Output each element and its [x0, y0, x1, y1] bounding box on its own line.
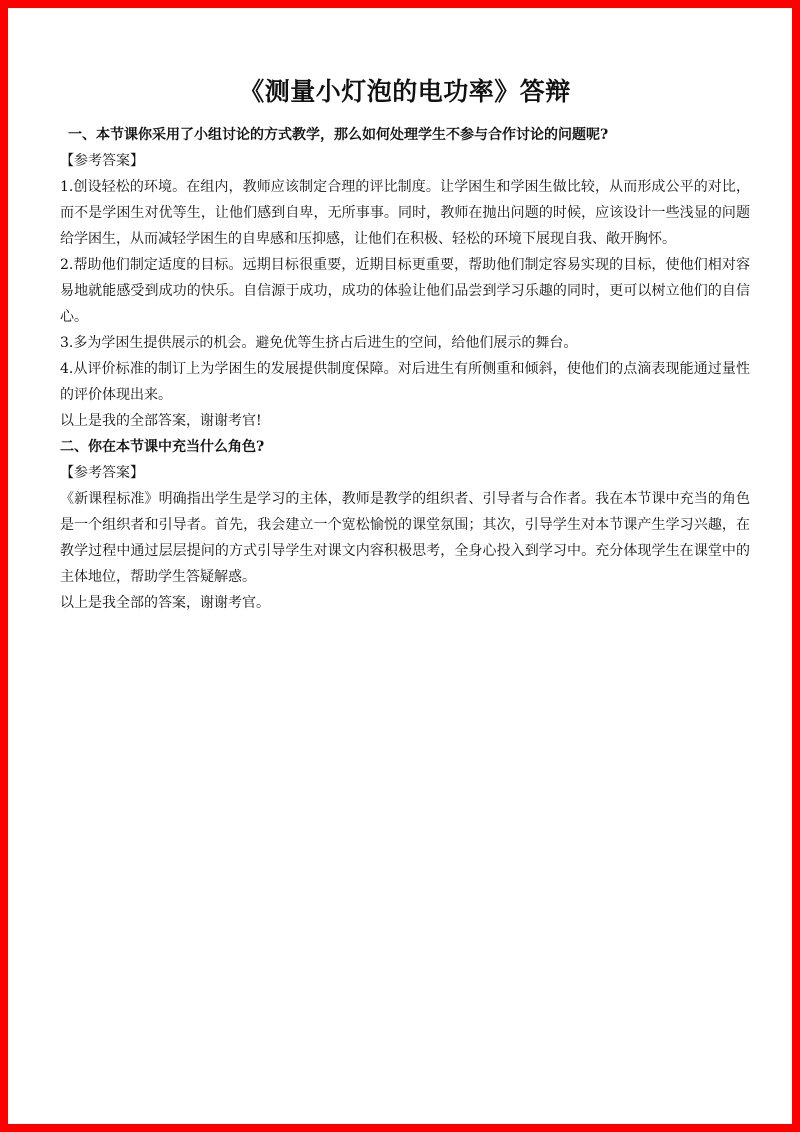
- answer-2-closing: 以上是我全部的答案，谢谢考官。: [60, 595, 270, 611]
- question-2: 二、你在本节课中充当什么角色?: [60, 439, 265, 455]
- answer-1-point-2: 2.帮助他们制定适度的目标。远期目标很重要，近期目标更重要，帮助他们制定容易实现的目标，使他们相对容易地就能感受到成功的快乐。自信源于成功，成功的体验让他们品尝到学习乐趣的同时，更可以树立他们的自信心。: [60, 257, 750, 325]
- answer-label-2: 【参考答案】: [60, 465, 144, 481]
- answer-1-point-4: 4.从评价标准的制订上为学困生的发展提供制度保障。对后进生有所侧重和倾斜，使他们的点滴表现能通过量性的评价体现出来。: [60, 361, 750, 403]
- page-title: 《测量小灯泡的电功率》答辩: [239, 77, 571, 106]
- answer-1-closing: 以上是我的全部答案，谢谢考官!: [60, 413, 262, 429]
- answer-1-point-1: 1.创设轻松的环境。在组内，教师应该制定合理的评比制度。让学困生和学困生做比较，从而形成公平的对比，而不是学困生对优等生，让他们感到自卑，无所事事。同时，教师在抛出问题的时候，应该设计一些浅显的问题给学困生，从而减轻学困生的自卑感和压抑感，让他们在积极、轻松的环境下展现自我、敞开胸怀。: [60, 179, 750, 247]
- document-body: [60, 72, 750, 616]
- answer-label-1: 【参考答案】: [60, 153, 144, 169]
- answer-1-point-3: 3.多为学困生提供展示的机会。避免优等生挤占后进生的空间，给他们展示的舞台。: [60, 335, 578, 351]
- question-1: 一、本节课你采用了小组讨论的方式教学，那么如何处理学生不参与合作讨论的问题呢?: [68, 127, 609, 143]
- answer-2-body: 《新课程标准》明确指出学生是学习的主体，教师是教学的组织者、引导者与合作者。我在本节课中充当的角色是一个组织者和引导者。首先，我会建立一个宽松愉悦的课堂氛围；其次，引导学生对本节课产生学习兴趣，在教学过程中通过层层提问的方式引导学生对课文内容积极思考，全身心投入到学习中。充分体现学生在课堂中的主体地位，帮助学生答疑解惑。: [60, 491, 750, 585]
